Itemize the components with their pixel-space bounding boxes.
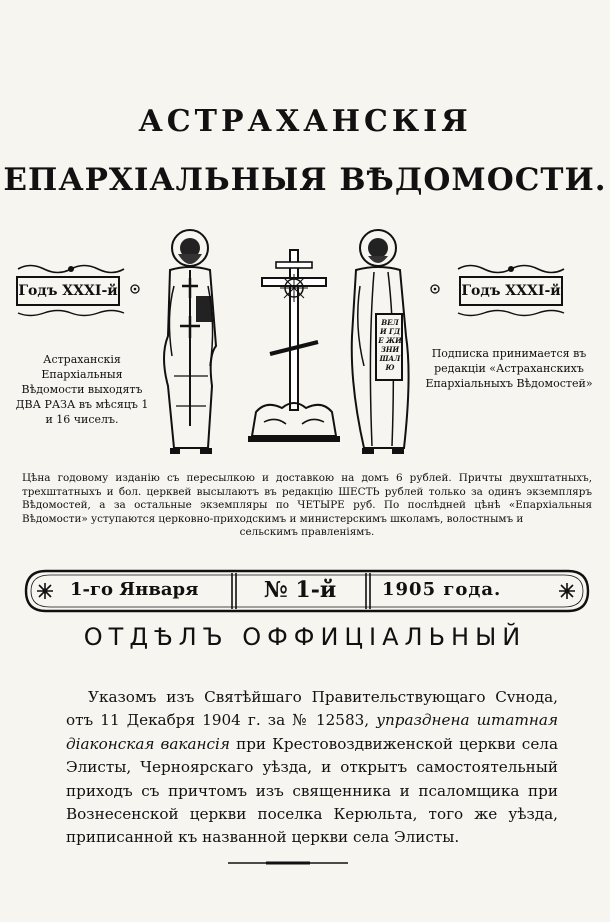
issue-number: № 1-й (263, 577, 337, 603)
issue-date: 1-го Января (70, 579, 199, 600)
price-notice (22, 472, 592, 540)
central-cross-icon (246, 240, 342, 454)
left-flower-icon (36, 582, 54, 600)
left-saint-illustration-icon (150, 226, 232, 456)
year-label-right: Годъ ХХХІ-й (459, 276, 563, 306)
section-title: ОТДѢЛЪ ОФФИЦІАЛЬНЫЙ (83, 623, 527, 651)
right-bottom-ornament-icon (456, 308, 566, 318)
left-bottom-ornament-icon (16, 308, 126, 318)
icon-book-text: ВЕЛИ ГДЕ ЖИЗНИ ШАЛЮ (378, 318, 402, 372)
end-rule-divider (226, 860, 350, 866)
decree-text-part1: Указомъ изъ Святѣйшаго Правительствующаго Сvнода, отъ 11 Декабря 1904 г. за № 12583, (66, 688, 558, 730)
decree-text-part2: при Крестовоздвиженской церкви села Элисты, Черноярскаго уѣзда, и открытъ самостоятельный приходъ съ причтомъ изъ священника и псаломщика при Вознесенской церкви поселка Керюльта, того же уѣзда, приписанной къ названной церкви села Элисты. (66, 734, 559, 847)
left-sun-icon (128, 282, 142, 296)
subscription-info-text: Подписка принимается въ редакціи «Астраханскихъ Епархіальныхъ Вѣдомостей» (425, 347, 593, 390)
issue-bar (22, 567, 592, 615)
left-ornament-icon (16, 262, 126, 276)
decree-paragraph (66, 686, 558, 850)
right-saint-illustration-icon (334, 226, 420, 456)
right-ornament-icon (456, 262, 566, 276)
publication-frequency-text: Астраханскія Епархіальныя Вѣдомости выходятъ ДВА РАЗА въ мѣсяцъ 1 и 16 чиселъ. (15, 353, 149, 426)
masthead-title-line2: ЕПАРХІАЛЬНЫЯ ВѢДОМОСТИ. (3, 162, 607, 198)
issue-year: 1905 года. (382, 579, 502, 600)
decree-text-italic: упразднена штатная діаконская вакансія (66, 711, 559, 753)
masthead-title-line1: АСТРАХАНСКІЯ (138, 104, 472, 139)
right-flower-icon (558, 582, 576, 600)
price-notice-last-line: сельскимъ правленіямъ. (239, 526, 375, 538)
price-notice-text: Цѣна годовому изданію съ пересылкою и доставкою на домъ 6 рублей. Причты двухштатныхъ, трехштатныхъ и бол. церквей высылаютъ въ редакцію ШЕСТЬ рублей только за одинъ экземпляръ Вѣдомостей, а за остальные экземпляры по ЧЕТЫРЕ руб. По послѣдней цѣнѣ «Епархіальныя Вѣдомости» уступаются церковно-приходскимъ и министерскимъ школамъ, волостнымъ и (22, 472, 592, 525)
year-label-left: Годъ ХХХІ-й (16, 276, 120, 306)
right-sun-icon (428, 282, 442, 296)
